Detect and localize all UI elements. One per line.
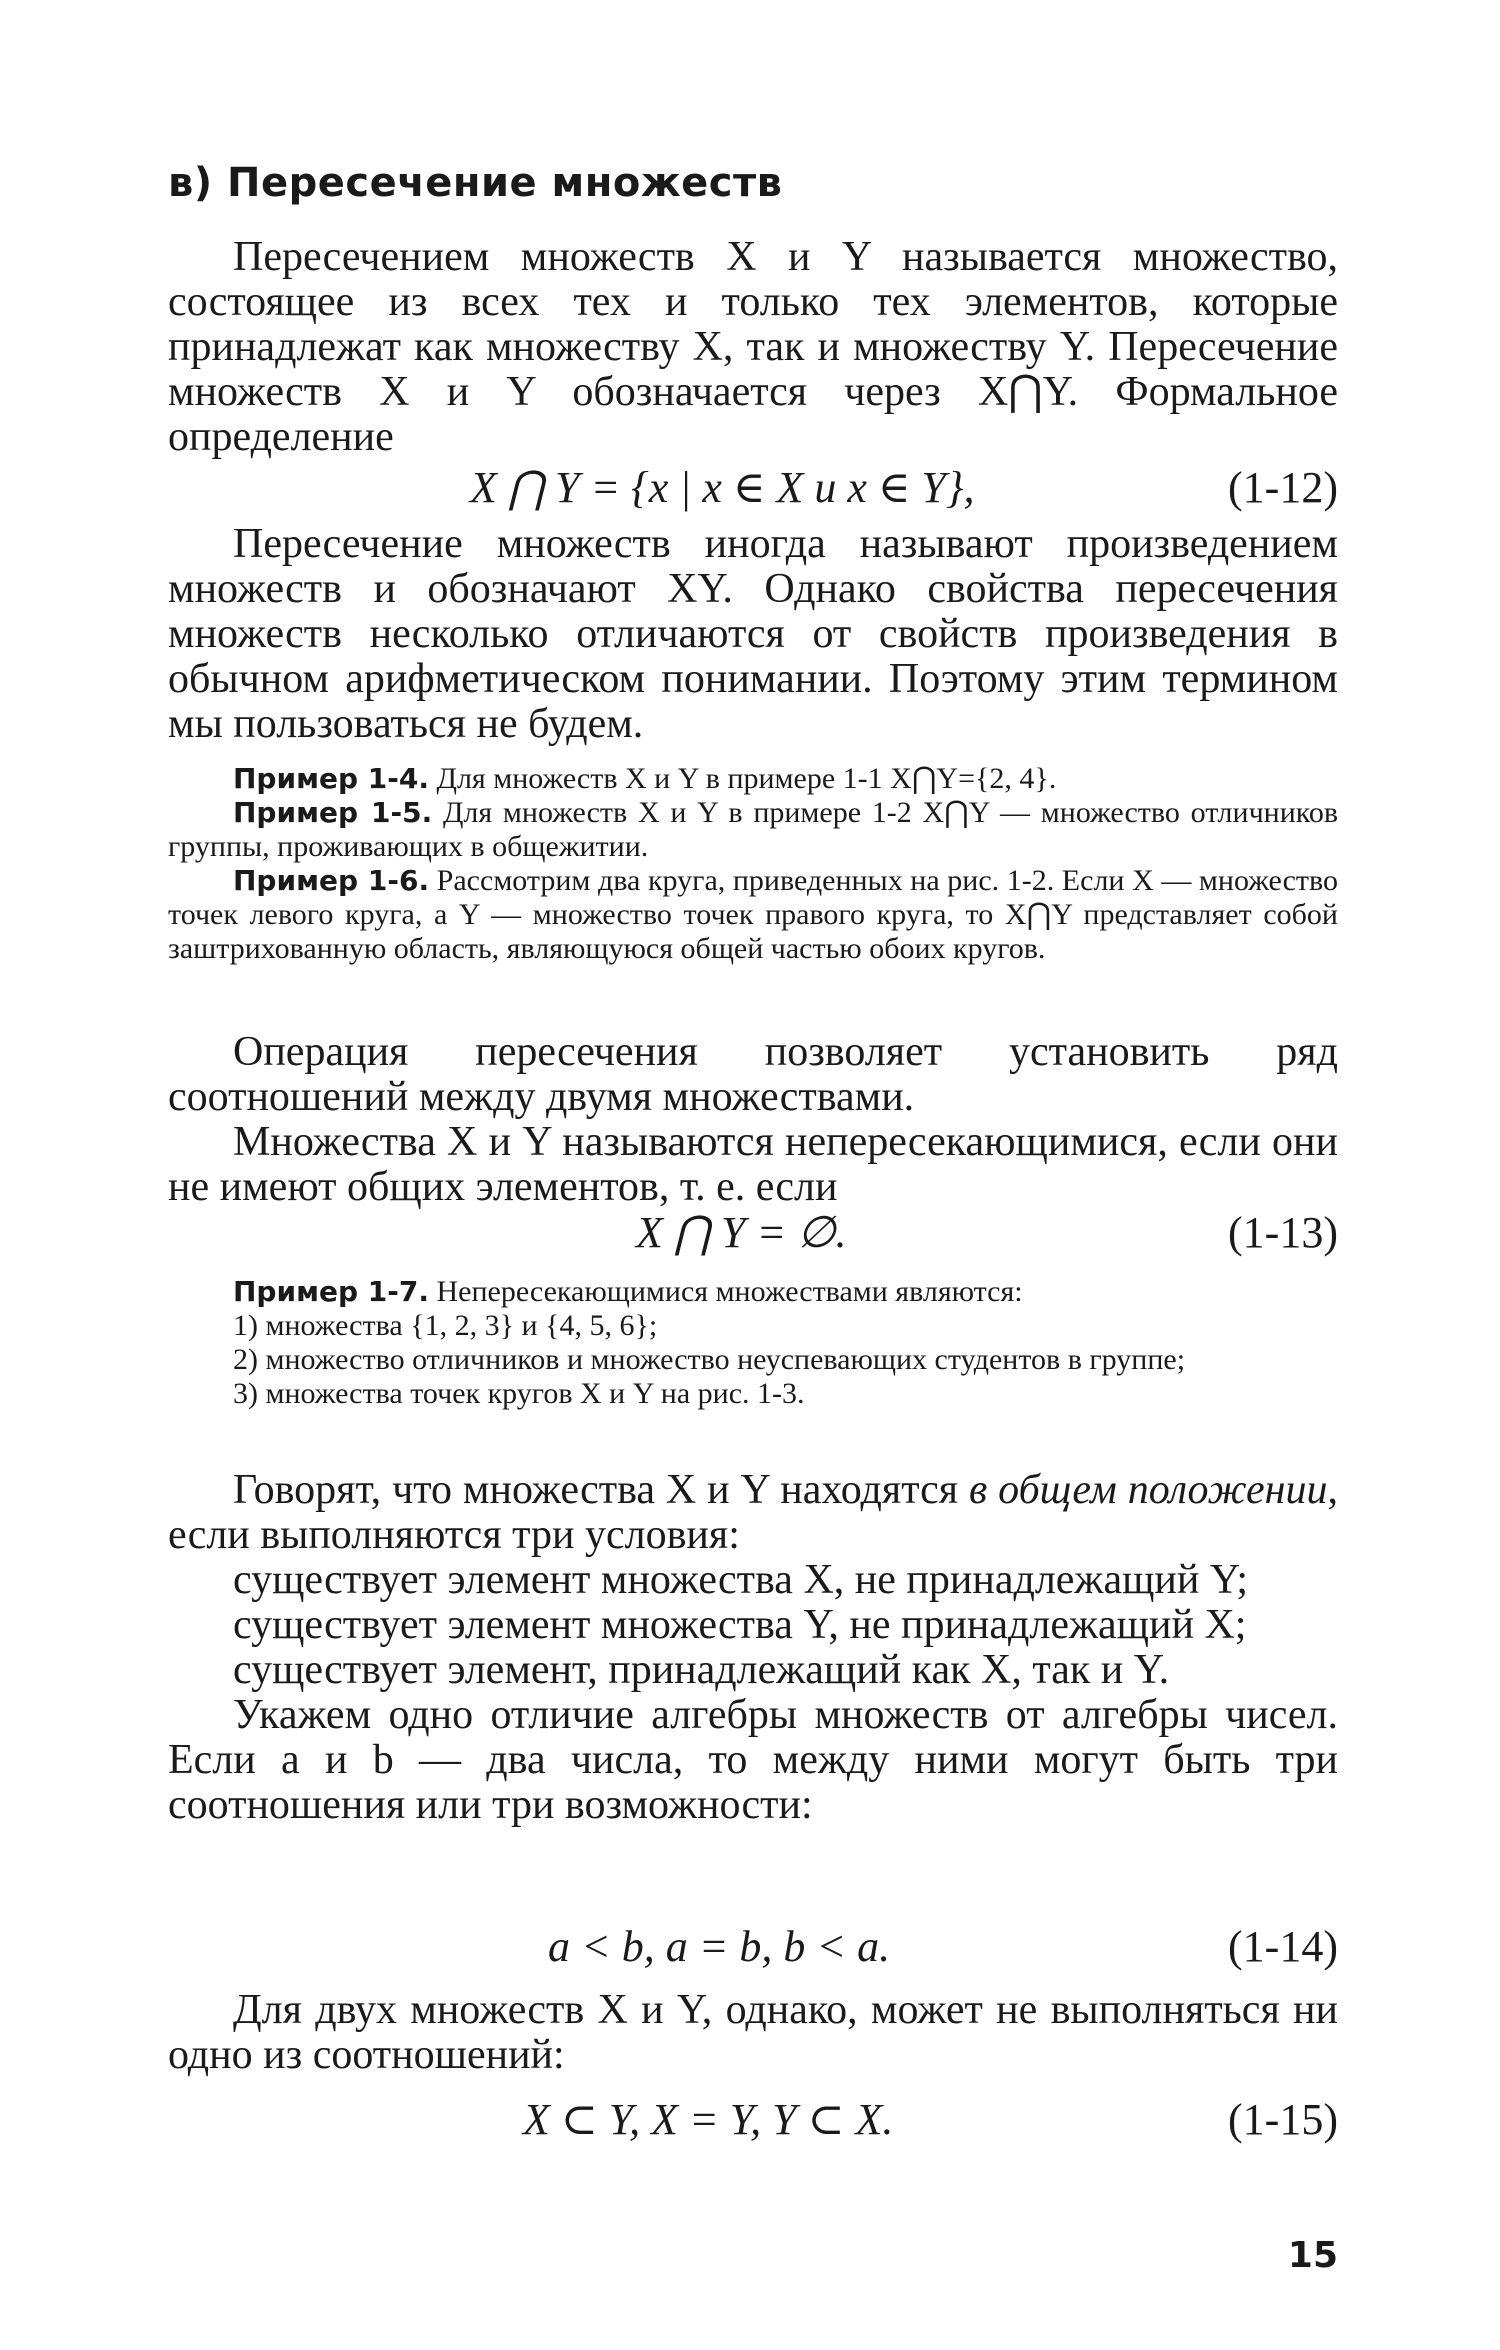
equation-number: (1-13) (1228, 1208, 1338, 1257)
paragraph-text: Операция пересечения позволяет установить ряд соотношений между двумя множествами. (168, 1029, 1338, 1120)
example-text: Для множеств X и Y в примере 1-2 X⋂Y — множество отличников группы, проживающих в общежитии. (168, 796, 1339, 863)
italic-term: в общем положении (968, 1467, 1328, 1513)
example-1-5 (168, 796, 1338, 864)
example-label: Пример 1-4. (233, 762, 429, 795)
example-label: Пример 1-6. (233, 864, 430, 897)
condition-3: существует элемент, принадлежащий как X, так и Y. (233, 1647, 1170, 1693)
page-number: 15 (1287, 2235, 1338, 2276)
condition-2: существует элемент множества Y, не принадлежащий X; (233, 1602, 1247, 1648)
examples-block (168, 762, 1338, 966)
equation-number: (1-14) (1228, 1922, 1338, 1971)
example-text: Для множеств X и Y в примере 1-1 X⋂Y={2, 4}. (429, 762, 1057, 795)
example-text: Рассмотрим два круга, приведенных на рис. 1-2. Если X — множество точек левого круга, а Y — множество точек правого круга, то X⋂Y представляет собой заштрихованную область, являющуюся общей частью обоих кругов. (168, 864, 1338, 965)
example-text: Непересекающимися множествами являются: (429, 1275, 1023, 1308)
condition-1: существует элемент множества X, не принадлежащий Y; (233, 1557, 1249, 1603)
equation-1-13 (168, 1208, 1338, 1258)
equation-formula: X ⊂ Y, X = Y, Y ⊂ X. (523, 2095, 894, 2144)
paragraph-text: Пересечение множеств иногда называют произведением множеств и обозначают XY. Однако свойства пересечения множеств несколько отличаются от свойств произведения в обычном арифметическом понимании. Поэтому этим термином мы пользоваться не будем. (168, 521, 1338, 747)
paragraph-product (168, 522, 1338, 747)
example-label: Пример 1-5. (233, 796, 433, 829)
equation-1-15 (168, 2095, 1338, 2145)
text-run: , если выполняются три условия: (168, 1467, 1338, 1558)
example-1-7 (168, 1275, 1338, 1411)
list-item: 2) множество отличников и множество неуспевающих студентов в группе; (233, 1343, 1186, 1376)
equation-number: (1-12) (1228, 463, 1338, 512)
example-intro (168, 1275, 1338, 1309)
text-run: Говорят, что множества X и Y находятся (233, 1467, 969, 1513)
example-label: Пример 1-7. (233, 1275, 429, 1308)
equation-formula: a < b, a = b, b < a. (548, 1922, 891, 1971)
paragraph-general-position (168, 1468, 1338, 1828)
paragraph-sets (168, 1988, 1338, 2078)
list-item: 3) множества точек кругов X и Y на рис. 1-3. (233, 1377, 805, 1410)
equation-1-12 (168, 463, 1338, 513)
example-1-6 (168, 864, 1338, 966)
equation-number: (1-15) (1228, 2095, 1338, 2144)
list-item: 1) множества {1, 2, 3} и {4, 5, 6}; (233, 1309, 658, 1342)
paragraph-operation (168, 1030, 1338, 1210)
paragraph-definition (168, 235, 1338, 460)
equation-formula: X ⋂ Y = ∅. (636, 1208, 847, 1257)
paragraph-text: Для двух множеств X и Y, однако, может не выполняться ни одно из соотношений: (168, 1987, 1338, 2078)
equation-1-14 (168, 1922, 1338, 1972)
paragraph-text: Укажем одно отличие алгебры множеств от алгебры чисел. Если a и b — два числа, то между ними могут быть три соотношения или три возможности: (168, 1692, 1338, 1828)
paragraph-text (168, 1468, 1338, 1558)
paragraph-text: Пересечением множеств X и Y называется множество, состоящее из всех тех и только тех элементов, которые принадлежат как множеству X, так и множеству Y. Пересечение множеств X и Y обозначается через X⋂Y. Формальное определение (168, 234, 1338, 460)
section-heading: в) Пересечение множеств (168, 160, 783, 206)
paragraph-text: Множества X и Y называются непересекающимися, если они не имеют общих элементов, т. е. если (168, 1119, 1338, 1210)
example-1-4 (168, 762, 1338, 796)
equation-formula: X ⋂ Y = {x | x ∈ X и x ∈ Y}, (470, 463, 975, 512)
